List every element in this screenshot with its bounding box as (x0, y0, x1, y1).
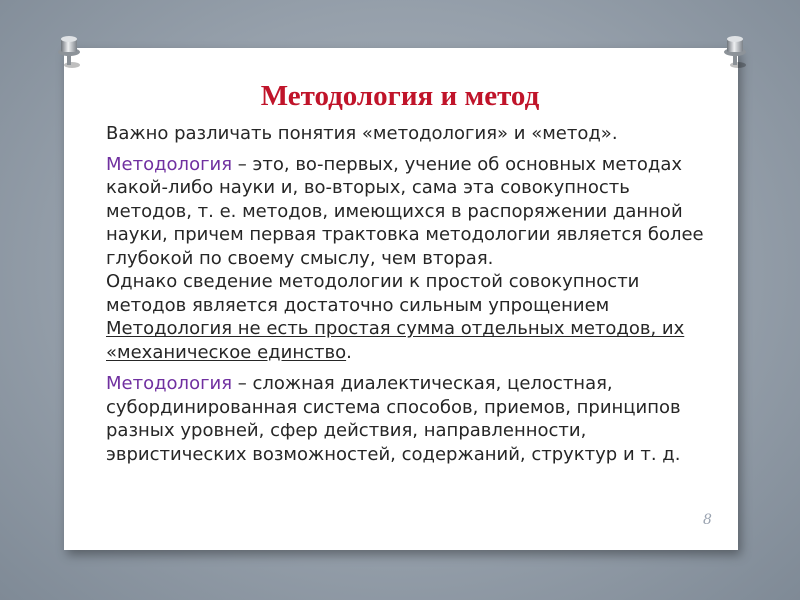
period: . (346, 341, 352, 363)
underlined-statement: Методология не есть простая сумма отдельных методов, их «механическое единство (106, 318, 685, 363)
paragraph-definition-2 (106, 372, 706, 466)
paragraph-text: Однако сведение методологии к простой совокупности методов является достаточно сильным упрощением (106, 271, 640, 316)
paragraph-definition-1 (106, 153, 706, 365)
paragraph-text: – это, во-первых, учение об основных методах какой-либо науки и, во-вторых, сама эта совокупность методов, т. е. методов, имеющихся в распоряжении данной науки, причем первая трактовка методологии является более глубокой по своему смыслу, чем вторая. (106, 153, 704, 269)
pushpin-icon (54, 34, 84, 74)
page-number: 8 (703, 512, 712, 528)
term-highlight: Методология (106, 373, 233, 394)
intro-text: Важно различать понятия «методология» и «метод». (106, 123, 618, 144)
term-highlight: Методология (106, 153, 233, 175)
slide-content (106, 122, 706, 466)
slide-title: Методология и метод (260, 80, 540, 112)
pushpin-icon (720, 34, 750, 74)
paragraph-text: – сложная диалектическая, целостная, субординированная система способов, приемов, принципов разных уровней, сфер действия, направленности, эвристических возможностей, содержаний, структур и т. д. (106, 373, 681, 465)
